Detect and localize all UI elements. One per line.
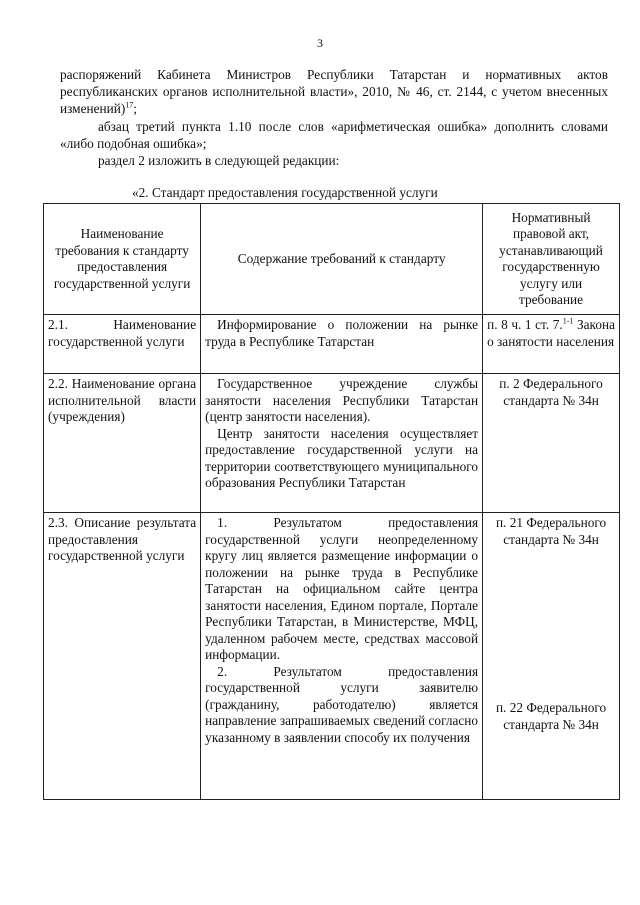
table-header-row (44, 204, 620, 315)
paragraph-1-text: распоряжений Кабинета Министров Республики Татарстан и нормативных актов республиканских органов исполнительной власти», 2010, № 46, ст. 2144, с учетом внесенных изменений) (60, 67, 608, 116)
paragraph-1-tail: ; (133, 101, 137, 116)
content-paragraph: 1. Результатом предоставления государственной услуги неопределенному кругу лиц является размещение информации о положении на рынке труда в Республике Татарстан на официальном сайте центра занятости населения, Едином портале, Портале Республики Татарстан, в Министерстве, МФЦ, удаленном рабочем месте, средствах массовой информации. (205, 515, 479, 662)
content-cell (201, 315, 483, 374)
footnote-marker: 17 (125, 100, 134, 110)
paragraph-2: абзац третий пункта 1.10 после слов «арифметическая ошибка» дополнить словами «либо подобная ошибка»; (60, 119, 608, 151)
paragraph-1 (60, 66, 608, 117)
header-requirement: Наименование требования к стандарту предоставления государственной услуги (44, 204, 201, 315)
paragraph-3: раздел 2 изложить в следующей редакции: (98, 153, 340, 168)
requirement-cell: 2.2. Наименование органа исполнительной власти (учреждения) (44, 374, 201, 513)
content-paragraph: 2. Результатом предоставления государственной услуги заявителю (гражданину, работодателю) является направление запрашиваемых сведений согласно указанному в заявлении способу их получения (205, 663, 479, 745)
table-caption: «2. Стандарт предоставления государственной услуги (132, 185, 438, 200)
table-row (44, 374, 620, 513)
act-cell (483, 513, 620, 800)
act-ref: п. 8 ч. 1 ст. 7. (487, 317, 563, 332)
act-ref: п. 21 Федерального стандарта № 34н (495, 515, 607, 547)
act-tail: Закона о занятости населения (487, 317, 615, 349)
act-cell (483, 374, 620, 513)
act-ref: п. 22 Федерального стандарта № 34н (495, 700, 607, 732)
content-paragraph: Информирование о положении на рынке труда в Республике Татарстан (205, 317, 479, 349)
content-cell (201, 513, 483, 800)
act-sup: 1-1 (562, 316, 574, 326)
page-number: 3 (317, 36, 323, 50)
header-act: Нормативный правовой акт, устанавливающий государственную услугу или требование (483, 204, 620, 315)
table-row (44, 513, 620, 800)
act-ref: п. 2 Федерального стандарта № 34н (499, 376, 603, 408)
table-row (44, 315, 620, 374)
content-paragraph: Государственное учреждение службы занятости населения Республики Татарстан (центр занятости населения). (205, 376, 479, 424)
standard-table (43, 203, 620, 800)
header-content: Содержание требований к стандарту (201, 204, 483, 315)
requirement-cell: 2.1. Наименование государственной услуги (44, 315, 201, 374)
content-cell (201, 374, 483, 513)
requirement-cell: 2.3. Описание результата предоставления государственной услуги (44, 513, 201, 800)
content-paragraph: Центр занятости населения осуществляет предоставление государственной услуги на территории соответствующего муниципального образования Республики Татарстан (205, 425, 479, 490)
act-cell (483, 315, 620, 374)
